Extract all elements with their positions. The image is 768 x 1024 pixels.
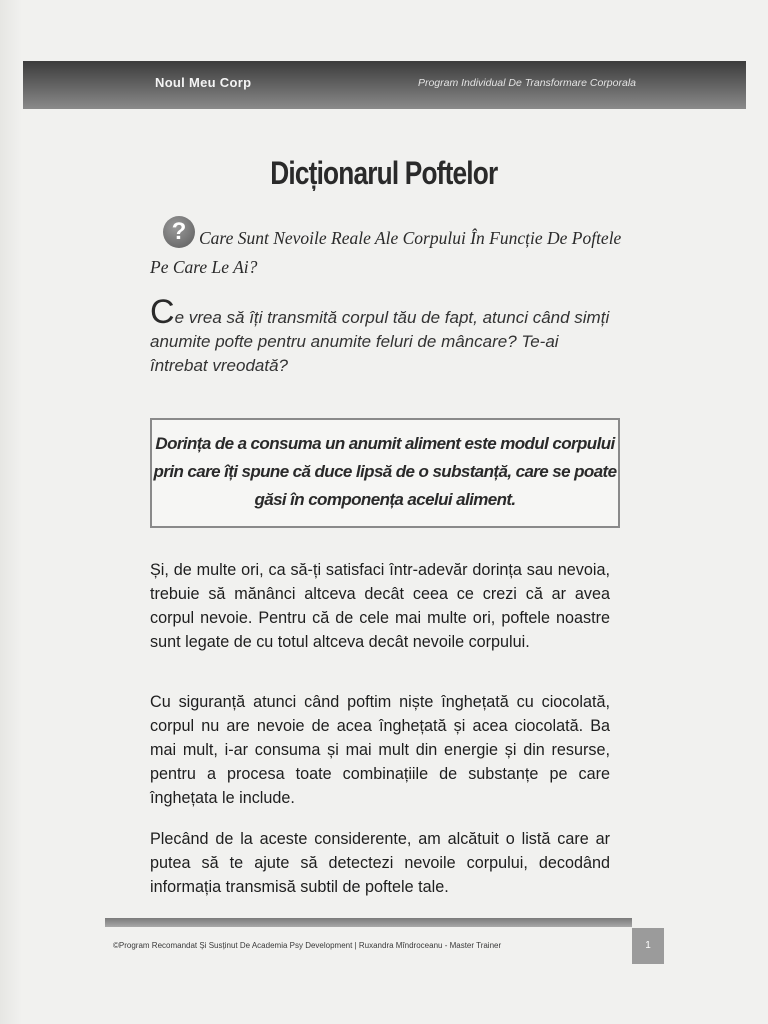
header-bar (23, 61, 746, 109)
page-edge-shadow (0, 0, 22, 1024)
highlight-text: Dorința de a consuma un anumit aliment este modul corpului prin care îți spune că duce lipsă de o substanță, care se poate găsi în componența acelui aliment. (153, 434, 617, 509)
body-paragraph-1: Și, de multe ori, ca să-ți satisfaci într-adevăr dorința sau nevoia, trebuie să mănânci altceva decât ceea ce crezi că ar avea corpul nevoie. Pentru că de cele mai multe ori, poftele noastre sunt legate de cu totul altceva decât nevoile corpului. (150, 561, 610, 651)
drop-cap: C (150, 293, 175, 331)
highlight-box (150, 418, 620, 528)
program-title: Program Individual De Transformare Corporala (417, 77, 636, 89)
footer-rule (105, 918, 632, 927)
body-paragraph-2: Cu siguranță atunci când poftim niște înghețată cu ciocolată, corpul nu are nevoie de acea înghețată și acea ciocolată. Ba mai mult, i-ar consuma și mai mult din energie și din resurse, pentru a procesa toate combinațiile de substanțe pe care înghețata le include. (150, 693, 610, 807)
intro-text: e vrea să îți transmită corpul tău de fapt, atunci când simți anumite pofte pentru anumite feluri de mâncare? Te-ai întrebat vreodată? (150, 308, 610, 375)
footer-credits: ©Program Recomandat Și Susținut De Academia Psy Development | Ruxandra Mîndroceanu - Master Trainer (113, 941, 502, 950)
page-number: 1 (632, 928, 664, 964)
question-text: Care Sunt Nevoile Reale Ale Corpului În Funcție De Poftele Pe Care Le Ai? (150, 228, 622, 277)
intro-paragraph (150, 293, 620, 378)
brand-name: Noul Meu Corp (155, 75, 252, 90)
question-mark-icon: ? (163, 216, 195, 248)
body-paragraph-3: Plecând de la aceste considerente, am alcătuit o listă care ar putea să te ajute să detectezi nevoile corpului, decodând informația transmisă subtil de poftele tale. (150, 830, 610, 896)
page-title: Dicționarul Poftelor (270, 155, 498, 191)
